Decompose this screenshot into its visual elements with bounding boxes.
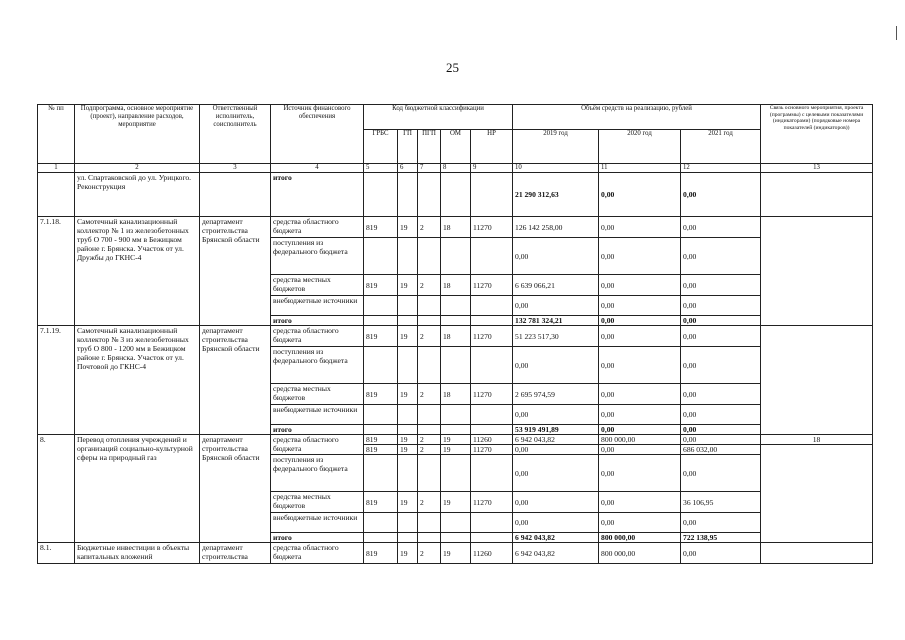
- header-volume: Объём средств на реализацию, рублей: [513, 105, 761, 130]
- row-text: Самотечный канализационный коллектор № 1 из железобетонных труб О 700 - 900 мм в Бежицком районе г. Брянска. Участок от ул. Дружбы до ГКНС-4: [75, 217, 200, 326]
- col-num: 6: [398, 164, 418, 173]
- col-num: 10: [513, 164, 599, 173]
- header-row-top: [38, 105, 873, 130]
- page-number: 25: [446, 60, 459, 75]
- table-row: поступления из федерального бюджета 0,00 0,00 0,00: [38, 455, 873, 492]
- row-text: ул. Спартаковской до ул. Урицкого. Реконструкция: [75, 173, 200, 217]
- row-number: 8.1.: [38, 543, 75, 564]
- header-gp: ГП: [398, 130, 418, 164]
- row-executor: департамент строительства Брянской области: [200, 326, 271, 435]
- table-row: внебюджетные источники 0,00 0,00 0,00: [38, 513, 873, 533]
- row-number: 7.1.19.: [38, 326, 75, 435]
- col-num: 12: [681, 164, 761, 173]
- row-total-2020: 0,00: [599, 173, 681, 217]
- col-num: 5: [364, 164, 398, 173]
- header-source: Источник финансового обеспечения: [271, 105, 364, 164]
- row-source: итого: [271, 316, 364, 326]
- col-num: 1: [38, 164, 75, 173]
- table-row: 7.1.19. Самотечный канализационный коллектор № 3 из железобетонных труб О 800 - 1200 мм в Бежицком районе г. Брянска. Участок от ул. Почтовой до ГКНС-4 департамент строительства Брянской области средства областного бюджета 819 19 2 18 11270 51 223 517,30 0,00 0,00: [38, 326, 873, 347]
- col-num: 11: [599, 164, 681, 173]
- row-source: поступления из федерального бюджета: [271, 238, 364, 275]
- table-row: 8.1. Бюджетные инвестиции в объекты капитальных вложений департамент строительства средства областного бюджета 819 19 2 19 11260 6 942 043,82 800 000,00 0,00: [38, 543, 873, 564]
- budget-table: [37, 104, 873, 564]
- header-2021: 2021 год: [681, 130, 761, 164]
- table-row: [38, 173, 873, 217]
- header-nr: НР: [471, 130, 513, 164]
- row-source: внебюджетные источники: [271, 513, 364, 533]
- row-source: средства местных бюджетов: [271, 275, 364, 296]
- table-row: 8. Перевод отопления учреждений и организаций социально-культурной сферы на природный газ департамент строительства Брянской области средства областного бюджета 819 19 2 19 11260 6 942 043,82 800 000,00 0,00 18: [38, 435, 873, 445]
- row-executor: департамент строительства Брянской области: [200, 435, 271, 543]
- header-om: ОМ: [441, 130, 471, 164]
- row-source: средства областного бюджета: [271, 217, 364, 238]
- header-executor: Ответственный исполнитель, соисполнитель: [200, 105, 271, 164]
- table-row: средства местных бюджетов 819 19 2 18 11270 6 639 066,21 0,00 0,00: [38, 275, 873, 296]
- row-text: Бюджетные инвестиции в объекты капитальных вложений: [75, 543, 200, 564]
- row-source: средства местных бюджетов: [271, 492, 364, 513]
- col-num: 7: [418, 164, 441, 173]
- row-source: средства областного бюджета: [271, 543, 364, 564]
- table-row: средства местных бюджетов 819 19 2 19 11270 0,00 0,00 36 106,95: [38, 492, 873, 513]
- row-source: итого: [271, 173, 364, 217]
- table-row: поступления из федерального бюджета 0,00 0,00 0,00: [38, 238, 873, 275]
- table-row: поступления из федерального бюджета 0,00 0,00 0,00: [38, 347, 873, 384]
- row-source: внебюджетные источники: [271, 296, 364, 316]
- header-numbers-row: [38, 164, 873, 173]
- row-number: 8.: [38, 435, 75, 543]
- row-executor: департамент строительства Брянской области: [200, 217, 271, 326]
- table-row: итого 6 942 043,82 800 000,00 722 138,95: [38, 533, 873, 543]
- row-source: средства областного бюджета: [271, 435, 364, 455]
- table-row: средства местных бюджетов 819 19 2 18 11270 2 695 974,59 0,00 0,00: [38, 384, 873, 405]
- col-num: 4: [271, 164, 364, 173]
- col-num: 2: [75, 164, 200, 173]
- table-row: 7.1.18. Самотечный канализационный коллектор № 1 из железобетонных труб О 700 - 900 мм в Бежицком районе г. Брянска. Участок от ул. Дружбы до ГКНС-4 департамент строительства Брянской области средства областного бюджета 819 19 2 18 11270 126 142 258,00 0,00 0,00: [38, 217, 873, 238]
- row-source: итого: [271, 533, 364, 543]
- header-program: Подпрограмма, основное мероприятие (проект), направление расходов, мероприятие: [75, 105, 200, 164]
- table-row: внебюджетные источники 0,00 0,00 0,00: [38, 405, 873, 425]
- table-row: 819 19 2 19 11270 0,00 0,00 686 032,00: [38, 445, 873, 455]
- row-source: средства местных бюджетов: [271, 384, 364, 405]
- table-row: итого 53 919 491,89 0,00 0,00: [38, 425, 873, 435]
- row-total-2019: 21 290 312,63: [513, 173, 599, 217]
- header-grbs: ГРБС: [364, 130, 398, 164]
- row-total-2021: 0,00: [681, 173, 761, 217]
- row-text: Самотечный канализационный коллектор № 3 из железобетонных труб О 800 - 1200 мм в Бежицком районе г. Брянска. Участок от ул. Почтовой до ГКНС-4: [75, 326, 200, 435]
- row-number: 7.1.18.: [38, 217, 75, 326]
- row-link: 18: [761, 435, 873, 445]
- header-code: Код бюджетной классификации: [364, 105, 513, 130]
- row-text: Перевод отопления учреждений и организаций социально-культурной сферы на природный газ: [75, 435, 200, 543]
- header-2020: 2020 год: [599, 130, 681, 164]
- col-num: 9: [471, 164, 513, 173]
- margin-mark: [896, 26, 897, 40]
- header-pgp: ПГП: [418, 130, 441, 164]
- table-row: итого 132 781 324,21 0,00 0,00: [38, 316, 873, 326]
- row-source: поступления из федерального бюджета: [271, 347, 364, 384]
- header-no: № пп: [38, 105, 75, 164]
- row-source: средства областного бюджета: [271, 326, 364, 347]
- header-link: Связь основного мероприятия, проекта (программы) с целевыми показателями (индикаторами) (порядковые номера показателей (индикаторов)): [761, 105, 873, 164]
- col-num: 8: [441, 164, 471, 173]
- row-source: поступления из федерального бюджета: [271, 455, 364, 492]
- col-num: 3: [200, 164, 271, 173]
- row-source: итого: [271, 425, 364, 435]
- header-2019: 2019 год: [513, 130, 599, 164]
- row-source: внебюджетные источники: [271, 405, 364, 425]
- table-row: внебюджетные источники 0,00 0,00 0,00: [38, 296, 873, 316]
- col-num: 13: [761, 164, 873, 173]
- row-executor: департамент строительства: [200, 543, 271, 564]
